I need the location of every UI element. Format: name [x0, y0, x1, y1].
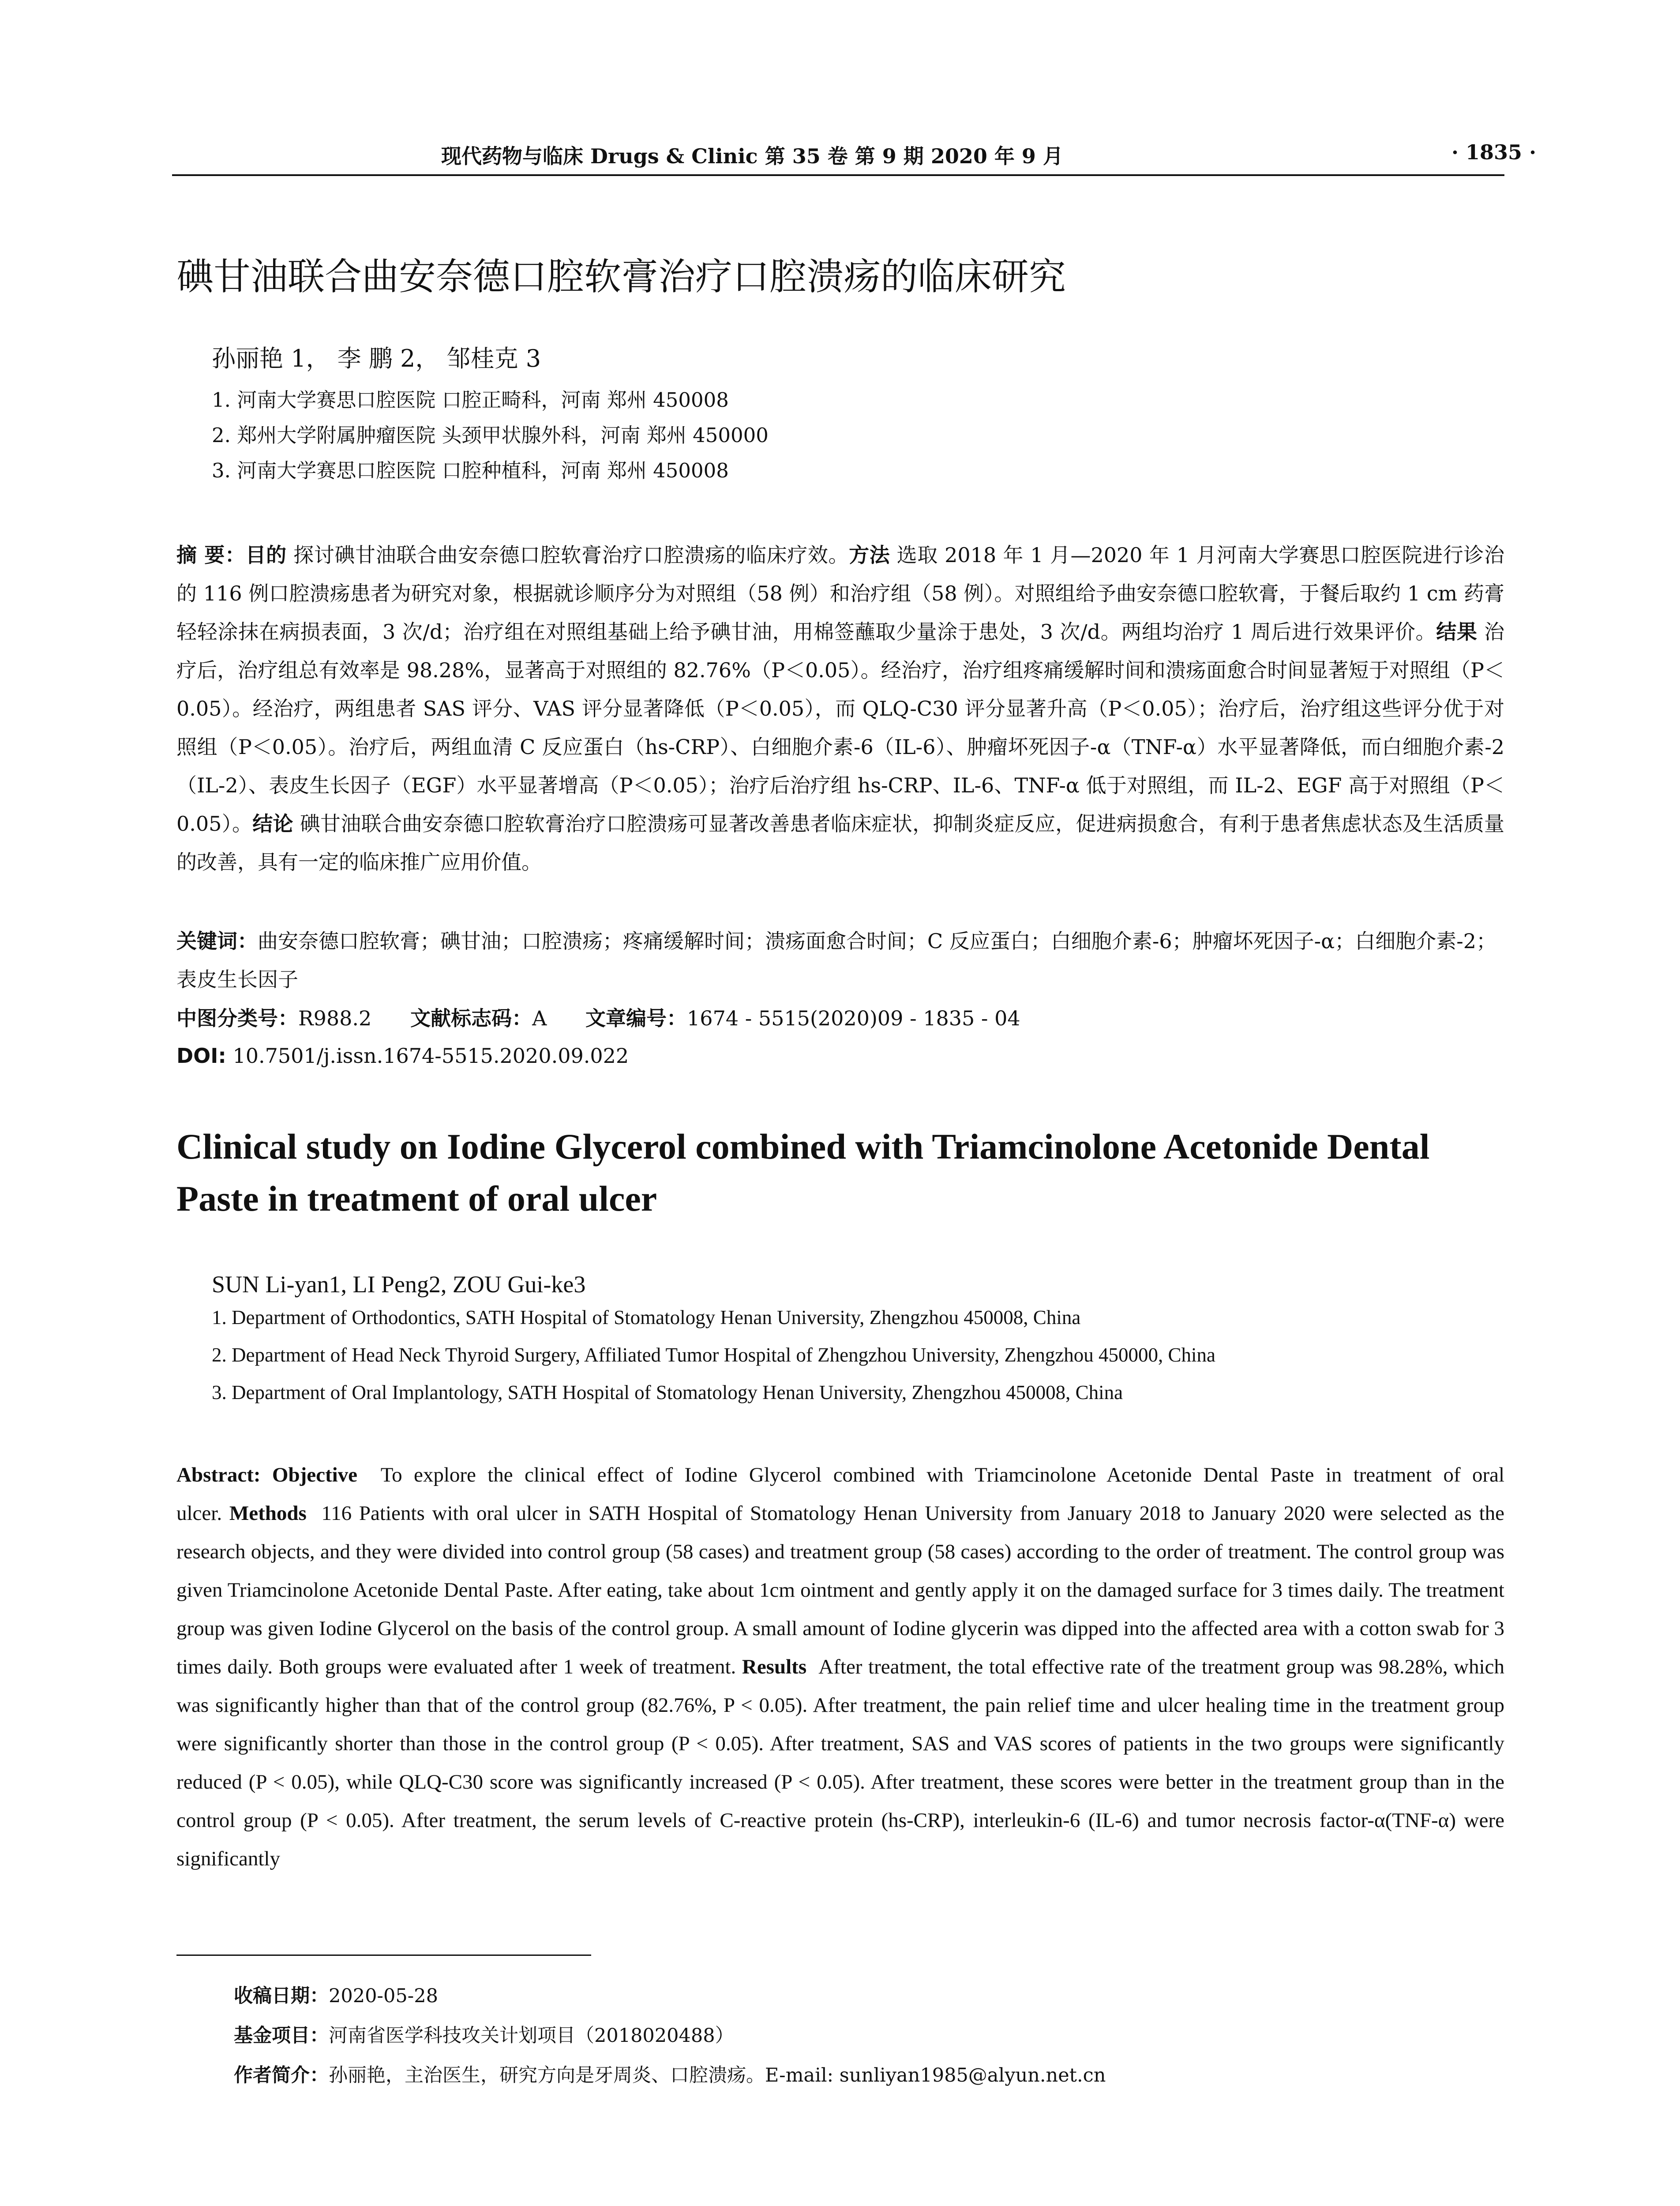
title-cn: 碘甘油联合曲安奈德口腔软膏治疗口腔溃疡的临床研究: [176, 255, 1066, 298]
methods-label-cn: 方法: [849, 543, 890, 567]
footnote-fund-text: 河南省医学科技攻关计划项目（2018020488）: [329, 2025, 734, 2047]
results-label-en: Results: [742, 1655, 807, 1678]
footnote-fund: [234, 2021, 734, 2048]
footnote-author-label: 作者简介：: [234, 2064, 329, 2086]
abstract-cn: [176, 536, 1504, 882]
doi-value: 10.7501/j.issn.1674-5515.2020.09.022: [232, 1044, 629, 1068]
affiliation-cn-3: 3. 河南大学赛思口腔医院 口腔种植科，河南 郑州 450008: [212, 459, 729, 482]
keywords-text-cn: 曲安奈德口腔软膏；碘甘油；口腔溃疡；疼痛缓解时间；溃疡面愈合时间；C 反应蛋白；白细胞介素-6；肿瘤坏死因子-α；白细胞介素-2；表皮生长因子: [176, 929, 1497, 991]
clc-value: R988.2: [298, 1006, 372, 1030]
page-number: · 1835 ·: [1451, 140, 1537, 164]
affiliation-cn-2: 2. 郑州大学附属肿瘤医院 头颈甲状腺外科，河南 郑州 450000: [212, 424, 769, 447]
conclusion-label-cn: 结论: [252, 812, 293, 836]
article-number-value: 1674 - 5515(2020)09 - 1835 - 04: [687, 1006, 1020, 1030]
doi-label: DOI:: [176, 1044, 226, 1068]
objective-label-en: Objective: [272, 1463, 358, 1486]
affiliation-en-3: 3. Department of Oral Implantology, SATH Hospital of Stomatology Henan University, Zhengzhou 450008, China: [212, 1381, 1123, 1403]
objective-label-cn: 目的: [245, 543, 287, 567]
objective-text-en: To explore the clinical effect of Iodine Glycerol combined with Triamcinolone Acetonide Dental Paste in treatment of oral ulcer.: [176, 1463, 1505, 1525]
doc-code-value: A: [532, 1006, 547, 1030]
results-label-cn: 结果: [1436, 620, 1478, 644]
results-text-cn: 治疗后，治疗组总有效率是 98.28%，显著高于对照组的 82.76%（P＜0.05）。经治疗，治疗组疼痛缓解时间和溃疡面愈合时间显著短于对照组（P＜0.05）。经治疗，两组患者 SAS 评分、VAS 评分显著降低（P＜0.05），而 QLQ-C30 评分显著升高（P＜0.05）；治疗后，治疗组这些评分优于对照组（P＜0.05）。治疗后，两组血清 C 反应蛋白（hs-CRP）、白细胞介素-6（IL-6）、肿瘤坏死因子-α（TNF-α）水平显著降低，而白细胞介素-2（IL-2）、表皮生长因子（EGF）水平显著增高（P＜0.05）；治疗后治疗组 hs-CRP、IL-6、TNF-α 低于对照组，而 IL-2、EGF 高于对照组（P＜0.05）。: [176, 620, 1504, 836]
keywords-cn: [176, 922, 1504, 999]
authors-cn: 孙丽艳 1， 李 鹏 2， 邹桂克 3: [212, 345, 541, 372]
clc-label: 中图分类号：: [176, 1006, 298, 1030]
authors-en: SUN Li-yan1, LI Peng2, ZOU Gui-ke3: [212, 1271, 586, 1298]
conclusion-text-cn: 碘甘油联合曲安奈德口腔软膏治疗口腔溃疡可显著改善患者临床症状，抑制炎症反应，促进病损愈合，有利于患者焦虑状态及生活质量的改善，具有一定的临床推广应用价值。: [176, 812, 1505, 874]
doc-code-label: 文献标志码：: [410, 1006, 532, 1030]
abstract-en: [176, 1456, 1504, 1878]
title-en: Clinical study on Iodine Glycerol combined with Triamcinolone Acetonide Dental Paste in treatment of oral ulcer: [176, 1126, 1430, 1219]
affiliation-en-1: 1. Department of Orthodontics, SATH Hospital of Stomatology Henan University, Zhengzhou 450008, China: [212, 1306, 1081, 1328]
footnote-author-text: 孙丽艳，主治医生，研究方向是牙周炎、口腔溃疡。E-mail: sunliyan1985@alyun.net.cn: [329, 2064, 1106, 2086]
results-text-en: After treatment, the total effective rate of the treatment group was 98.28%, which was significantly higher than that of the control group (82.76%, P < 0.05). After treatment, the pain relief time and ulcer healing time in the treatment group were significantly shorter than those in the control group (P < 0.05). After treatment, SAS and VAS scores of patients in the two groups were significantly reduced (P < 0.05), while QLQ-C30 score was significantly increased (P < 0.05). After treatment, these scores were better in the treatment group than in the control group (P < 0.05). After treatment, the serum levels of C-reactive protein (hs-CRP), interleukin-6 (IL-6) and tumor necrosis factor-α(TNF-α) were significantly: [176, 1655, 1504, 1870]
abstract-label-cn: 摘 要：: [176, 543, 246, 567]
classification-line: [176, 999, 1504, 1038]
abstract-label-en: Abstract:: [176, 1463, 261, 1486]
keywords-label-cn: 关键词：: [176, 929, 258, 953]
footnote-received-label: 收稿日期：: [234, 1985, 329, 2007]
footnote-received-text: 2020-05-28: [329, 1985, 438, 2007]
article-number-label: 文章编号：: [585, 1006, 687, 1030]
methods-text-en: 116 Patients with oral ulcer in SATH Hospital of Stomatology Henan University from January 2018 to January 2020 were selected as the research objects, and they were divided into control group (58 cases) and treatment group (58 cases) according to the order of treatment. The control group was given Triamcinolone Acetonide Dental Paste. After eating, take about 1cm ointment and gently apply it on the damaged surface for 3 times daily. The treatment group was given Iodine Glycerol on the basis of the control group. A small amount of Iodine glycerin was dipped into the affected area with a cotton swab for 3 times daily. Both groups were evaluated after 1 week of treatment.: [176, 1502, 1505, 1678]
header-divider: [172, 174, 1504, 176]
methods-text-cn: 选取 2018 年 1 月—2020 年 1 月河南大学赛思口腔医院进行诊治的 116 例口腔溃疡患者为研究对象，根据就诊顺序分为对照组（58 例）和治疗组（58 例）。对照组给予曲安奈德口腔软膏，于餐后取约 1 cm 药膏轻轻涂抹在病损表面，3 次/d；治疗组在对照组基础上给予碘甘油，用棉签蘸取少量涂于患处，3 次/d。两组均治疗 1 周后进行效果评价。: [176, 543, 1505, 644]
affiliation-en-2: 2. Department of Head Neck Thyroid Surgery, Affiliated Tumor Hospital of Zhengzhou University, Zhengzhou 450000, China: [212, 1344, 1216, 1366]
doi-line: [176, 1037, 1504, 1075]
affiliation-cn-1: 1. 河南大学赛思口腔医院 口腔正畸科，河南 郑州 450008: [212, 388, 729, 412]
journal-header: 现代药物与临床 Drugs & Clinic 第 35 卷 第 9 期 2020 年 9 月: [441, 144, 1063, 168]
footnote-fund-label: 基金项目：: [234, 2025, 329, 2047]
footnote-divider: [176, 1955, 591, 1956]
footnote-received: [234, 1981, 438, 2008]
footnote-author: [234, 2060, 1106, 2087]
objective-text-cn: 探讨碘甘油联合曲安奈德口腔软膏治疗口腔溃疡的临床疗效。: [293, 543, 849, 567]
methods-label-en: Methods: [229, 1502, 307, 1525]
